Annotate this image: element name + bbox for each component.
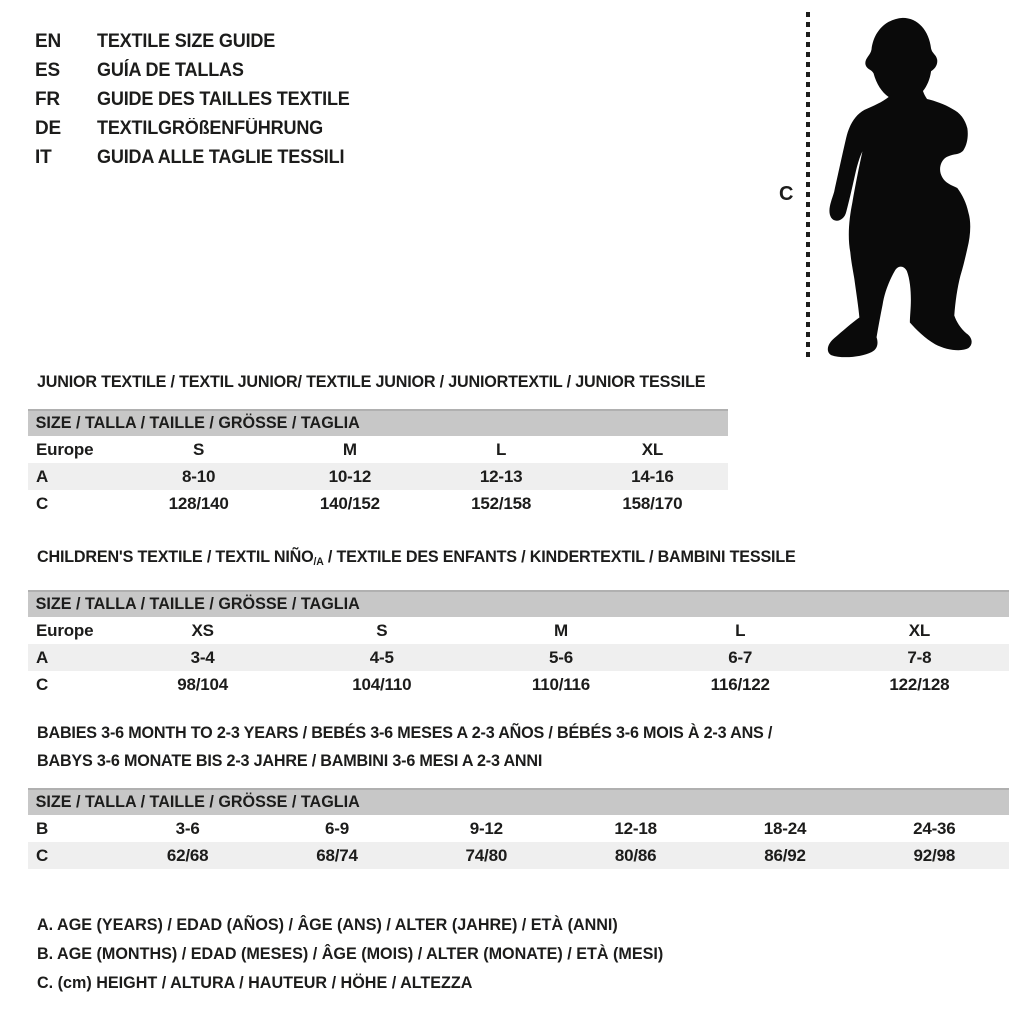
size-cell: 6-7: [728, 648, 753, 667]
size-cell: S: [193, 440, 205, 459]
language-code: EN: [35, 31, 61, 52]
table-header-bar: [28, 590, 1009, 617]
size-cell: 86/92: [764, 846, 806, 865]
size-cell: 104/110: [352, 675, 412, 694]
size-cell: XL: [908, 621, 931, 640]
row-label: Europe: [36, 440, 94, 459]
size-cell: 24-36: [913, 819, 956, 838]
size-cell: S: [376, 621, 388, 640]
legend-line-a: A. AGE (YEARS) / EDAD (AÑOS) / ÂGE (ANS) / ALTER (JAHRE) / ETÀ (ANNI): [37, 915, 618, 934]
heading-line: BABYS 3-6 MONATE BIS 2-3 JAHRE / BAMBINI 3-6 MESI A 2-3 ANNI: [37, 751, 543, 770]
guide-title: GUIDA ALLE TAGLIE TESSILI: [97, 147, 345, 168]
table-header-bar: [28, 409, 728, 436]
size-cell: 10-12: [328, 467, 372, 486]
language-code: FR: [35, 89, 60, 110]
size-cell: 68/74: [316, 846, 358, 865]
table-row-europe: [28, 436, 728, 463]
size-cell: 7-8: [907, 648, 932, 667]
size-cell: 140/152: [319, 494, 380, 513]
size-cell: M: [342, 440, 357, 459]
size-cell: 3-4: [190, 648, 215, 667]
row-label: A: [36, 467, 49, 486]
size-cell: 98/104: [177, 675, 228, 694]
guide-title: GUIDE DES TAILLES TEXTILE: [97, 89, 350, 110]
guide-title: GUÍA DE TALLAS: [97, 60, 244, 81]
language-title-list: [35, 27, 363, 172]
table-header-label: SIZE / TALLA / TAILLE / GRÖSSE / TAGLIA: [35, 792, 360, 811]
babies-size-table: [28, 788, 1009, 869]
table-row-height: [28, 842, 1009, 869]
size-cell: 18-24: [763, 819, 807, 838]
size-cell: L: [496, 440, 507, 459]
language-code: IT: [35, 147, 52, 168]
legend-line-b: B. AGE (MONTHS) / EDAD (MESES) / ÂGE (MOIS) / ALTER (MONATE) / ETÀ (MESI): [37, 944, 664, 963]
table-header-label: SIZE / TALLA / TAILLE / GRÖSSE / TAGLIA: [35, 413, 360, 432]
language-row-en: [35, 27, 363, 56]
size-cell: 3-6: [175, 819, 200, 838]
size-cell: 14-16: [631, 467, 674, 486]
children-size-table: [28, 590, 1009, 698]
row-label: C: [36, 846, 49, 865]
language-code: DE: [35, 118, 61, 139]
table-row-height: [28, 490, 728, 517]
size-cell: 110/116: [531, 675, 591, 694]
junior-size-table: [28, 409, 728, 517]
height-measure-dotted-line: [806, 12, 810, 359]
size-cell: 74/80: [465, 846, 508, 865]
size-cell: 12-18: [614, 819, 657, 838]
row-label: A: [36, 648, 49, 667]
heading-subscript: /A: [313, 556, 324, 568]
heading-line: BABIES 3-6 MONTH TO 2-3 YEARS / BEBÉS 3-6 MESES A 2-3 AÑOS / BÉBÉS 3-6 MOIS À 2-3 ANS /: [37, 723, 773, 742]
size-cell: 4-5: [369, 648, 394, 667]
size-cell: 128/140: [168, 494, 229, 513]
babies-section-heading: [37, 719, 811, 775]
table-row-age: [28, 644, 1009, 671]
row-label: B: [36, 819, 49, 838]
table-row-europe: [28, 617, 1009, 644]
table-header-bar: [28, 788, 1009, 815]
toddler-silhouette-icon: [818, 6, 1024, 362]
table-row-age: [28, 463, 728, 490]
row-label: Europe: [36, 621, 94, 640]
language-row-es: [35, 56, 363, 85]
size-cell: M: [554, 621, 568, 640]
heading-part: CHILDREN'S TEXTILE / TEXTIL NIÑO: [37, 547, 314, 566]
size-cell: 12-13: [479, 467, 523, 486]
table-row-height: [28, 671, 1009, 698]
size-cell: 5-6: [549, 648, 573, 667]
language-row-de: [35, 114, 363, 143]
table-row-age-months: [28, 815, 1009, 842]
children-section-heading: [37, 543, 796, 573]
size-cell: 8-10: [182, 467, 216, 486]
language-row-fr: [35, 85, 363, 114]
row-label: C: [36, 675, 49, 694]
size-cell: L: [735, 621, 746, 640]
size-cell: 92/98: [913, 846, 956, 865]
table-header-label: SIZE / TALLA / TAILLE / GRÖSSE / TAGLIA: [35, 594, 360, 613]
size-cell: 62/68: [166, 846, 209, 865]
language-row-it: [35, 143, 363, 172]
size-cell: 158/170: [622, 494, 683, 513]
size-cell: 9-12: [469, 819, 503, 838]
size-cell: XS: [191, 621, 214, 640]
heading-part: / TEXTILE DES ENFANTS / KINDERTEXTIL / BAMBINI TESSILE: [323, 547, 796, 566]
row-label: C: [36, 494, 49, 513]
size-cell: 6-9: [325, 819, 349, 838]
junior-section-heading: JUNIOR TEXTILE / TEXTIL JUNIOR/ TEXTILE JUNIOR / JUNIORTEXTIL / JUNIOR TESSILE: [37, 372, 706, 391]
size-cell: 122/128: [889, 675, 950, 694]
guide-title: TEXTILE SIZE GUIDE: [97, 31, 276, 52]
size-cell: XL: [641, 440, 664, 459]
legend-line-c: C. (cm) HEIGHT / ALTURA / HAUTEUR / HÖHE / ALTEZZA: [37, 973, 473, 992]
height-measure-label: C: [779, 183, 794, 205]
language-code: ES: [35, 60, 60, 81]
size-cell: 116/122: [710, 675, 770, 694]
size-cell: 80/86: [614, 846, 657, 865]
measurement-legend: [37, 910, 696, 997]
guide-title: TEXTILGRÖßENFÜHRUNG: [97, 118, 324, 139]
size-cell: 152/158: [471, 494, 532, 513]
